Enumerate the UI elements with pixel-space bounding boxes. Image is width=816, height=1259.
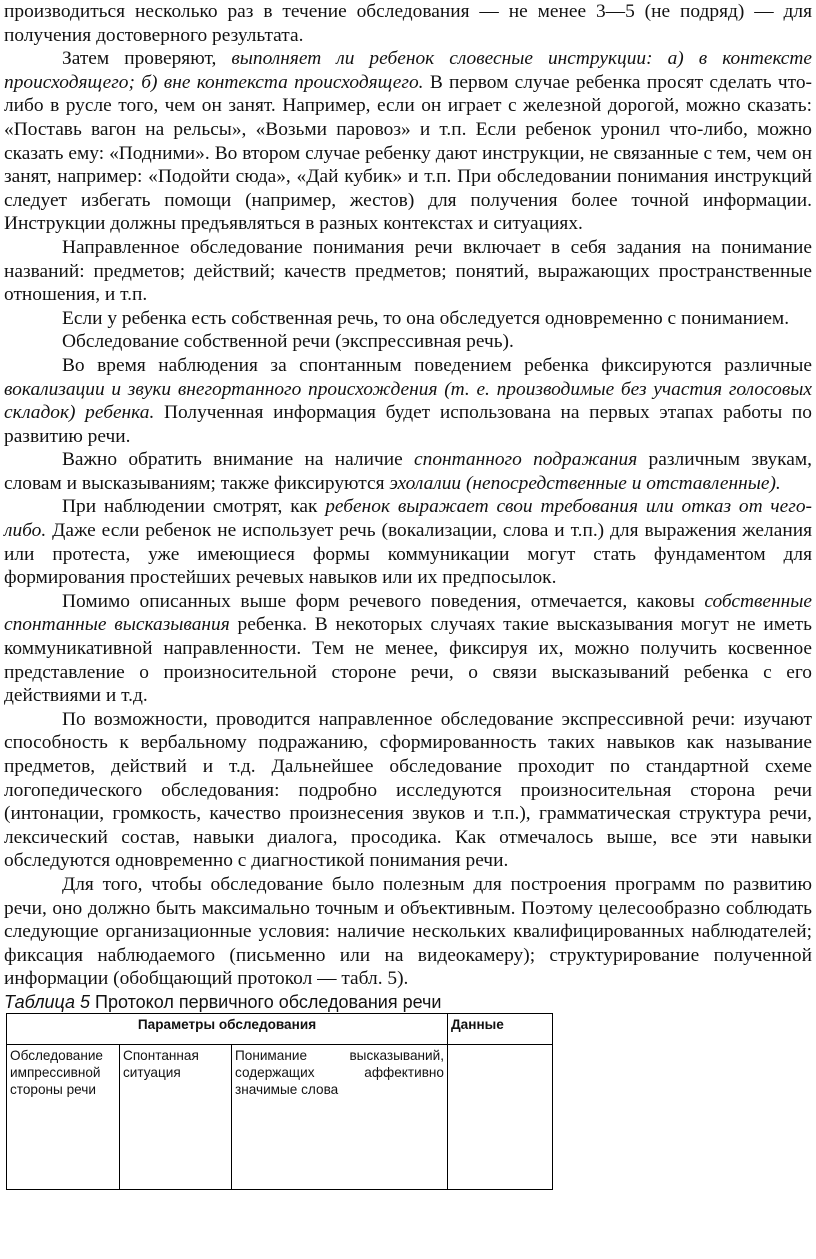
body-text <box>4 0 812 991</box>
text-run: ребенка. В некоторых случаях такие высказывания могут не иметь коммуникативной направленности. Тем не менее, фиксируя их, можно получить косвенное представление о произносительной стороне речи, о связи высказываний ребенка с его действиями и т.д. <box>4 614 812 707</box>
table-cell-situation: Спонтанная ситуация <box>120 1044 232 1189</box>
table-row <box>7 1044 553 1189</box>
table-header-row <box>7 1013 553 1044</box>
text-run: При наблюдении смотрят, как <box>62 496 326 518</box>
paragraph-3 <box>4 307 812 331</box>
text-run: Если у ребенка есть собственная речь, то она обследуется одновременно с пониманием. <box>62 307 790 329</box>
text-run: Полученная информация будет использована на первых этапах работы по развитию речи. <box>4 402 812 447</box>
italic-run: вокализации и звуки внегортанного происхождения (т. е. производимые без участия голосовых складок) ребенка. <box>4 378 812 424</box>
paragraph-10 <box>4 873 812 991</box>
protocol-table <box>6 1013 553 1190</box>
paragraph-9 <box>4 708 812 873</box>
table-cell-section: Обследование импрессивной стороны речи <box>7 1044 120 1189</box>
text-run: Во время наблюдения за спонтанным поведением ребенка фиксируются различные <box>62 354 812 376</box>
paragraph-8 <box>4 590 812 708</box>
italic-run: эхолалии (непосредственные и отставленные). <box>389 472 781 494</box>
table-caption-label: Таблица 5 <box>4 991 91 1012</box>
table-caption <box>4 991 812 1013</box>
italic-run: спонтанного подражания <box>414 449 638 471</box>
text-run: Помимо описанных выше форм речевого поведения, отмечается, каковы <box>62 590 705 612</box>
text-run: производиться несколько раз в течение обследования — не менее 3—5 (не подряд) — для получения достоверного результата. <box>4 1 812 46</box>
text-run: Затем проверяют, <box>62 48 232 70</box>
text-run: Направленное обследование понимания речи включает в себя задания на понимание названий: предметов; действий; качеств предметов; понятий, выражающих пространственные отношения, и т.п. <box>4 236 812 306</box>
document-page <box>4 0 812 1190</box>
text-run: Для того, чтобы обследование было полезным для построения программ по развитию речи, оно должно быть максимально точным и объективным. Поэтому целесообразно соблюдать следующие организационные условия: наличие нескольких квалифицированных наблюдателей; фиксация наблюдаемого (письменно или на видеокамеру); структурирование полученной информации (обобщающий протокол — табл. 5). <box>4 873 812 990</box>
header-params-cell: Параметры обследования <box>7 1013 448 1044</box>
italic-run: ребенок выражает свои требования или отказ от чего-либо. <box>4 496 812 542</box>
text-run: По возможности, проводится направленное обследование экспрессивной речи: изучают способность к вербальному подражанию, сформированность таких навыков как называние предметов, действий и т.д. Дальнейшее обследование проходит по стандартной схеме логопедического обследования: подробно исследуются произносительная сторона речи (интонации, громкость, качество произнесения звуков и т.п.), грамматическая структура речи, лексический состав, навыки диалога, просодика. Как отмечалось выше, все эти навыки обследуются одновременно с диагностикой понимания речи. <box>4 708 812 872</box>
table-caption-text: Протокол первичного обследования речи <box>90 991 442 1012</box>
text-run: В первом случае ребенка просят сделать что-либо в русле того, чем он занят. Например, если он играет с железной дорогой, можно сказать: «Поставь вагон на рельсы», «Возьми паровоз» и т.п. Если ребенок уронил что-либо, можно сказать ему: «Подними». Во втором случае ребенку дают инструкции, не связанные с тем, чем он занят, например: «Подойти сюда», «Дай кубик» и т.п. При обследовании понимания инструкций следует избегать помощи (например, жестов) для получения более точной информации. Инструкции должны предъявляться в разных контекстах и ситуациях. <box>4 71 812 235</box>
table-cell-parameter: Понимание высказываний, содержащих аффективно значимые слова <box>232 1044 448 1189</box>
italic-run: собственные спонтанные высказывания <box>4 590 812 636</box>
italic-run: выполняет ли ребенок словесные инструкции: а) в контексте происходящего; б) вне контекста происходящего. <box>4 48 812 93</box>
paragraph-4 <box>4 330 812 354</box>
header-data-cell: Данные <box>448 1013 553 1044</box>
paragraph-0 <box>4 0 812 47</box>
table-cell-data <box>448 1044 553 1189</box>
paragraph-6 <box>4 448 812 495</box>
paragraph-5 <box>4 354 812 448</box>
paragraph-7 <box>4 495 812 589</box>
text-run: Даже если ребенок не использует речь (вокализации, слова и т.п.) для выражения желания или протеста, уже имеющиеся формы коммуникации могут стать фундаментом для формирования простейших речевых навыков или их предпосылок. <box>4 520 812 589</box>
text-run: различным звукам, словам и высказываниям; также фиксируются <box>4 449 813 494</box>
text-run: Важно обратить внимание на наличие <box>62 449 415 471</box>
paragraph-1 <box>4 47 812 236</box>
text-run: Обследование собственной речи (экспрессивная речь). <box>62 331 514 353</box>
paragraph-2 <box>4 236 812 307</box>
